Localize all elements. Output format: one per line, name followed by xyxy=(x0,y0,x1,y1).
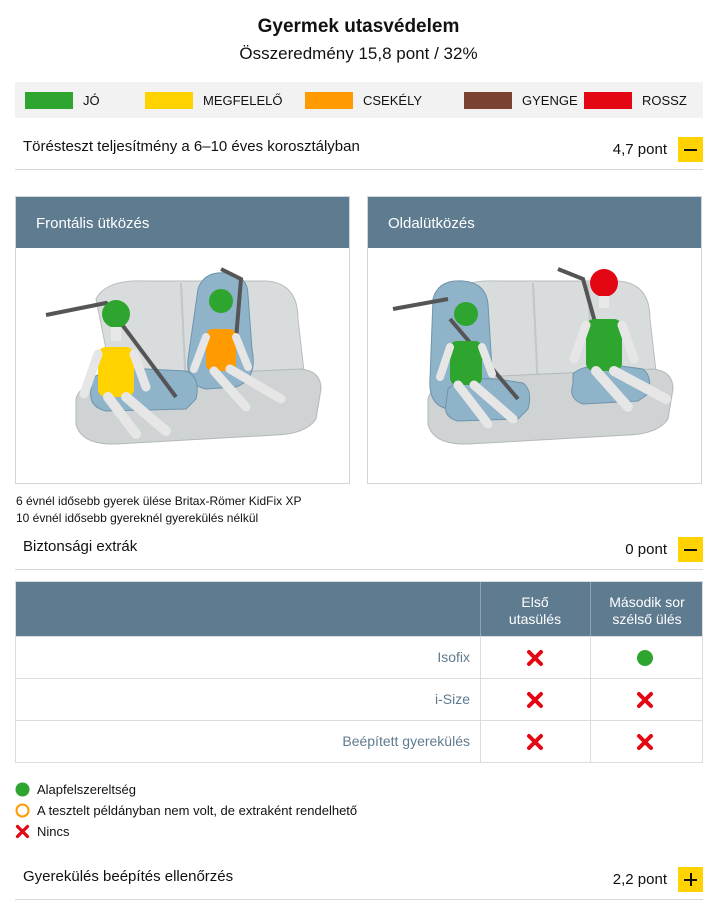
legend-swatch-marginal xyxy=(305,92,353,109)
legend-label: CSEKÉLY xyxy=(363,93,423,108)
cross-icon xyxy=(526,649,544,667)
crash-section-header[interactable] xyxy=(15,128,703,170)
legend-item-poor xyxy=(584,92,687,109)
collapse-button[interactable] xyxy=(678,137,703,162)
legend-label: ROSSZ xyxy=(642,93,687,108)
table-row xyxy=(16,636,702,678)
legend-item-weak xyxy=(464,92,578,109)
cell-divider xyxy=(590,679,591,721)
page-title: Gyermek utasvédelem xyxy=(257,16,460,37)
table-row xyxy=(16,678,702,720)
cross-icon xyxy=(15,824,30,839)
column-header-line: Második sor xyxy=(609,594,685,610)
legend-optional xyxy=(15,803,357,818)
table-row xyxy=(16,720,702,762)
safety-section-header[interactable] xyxy=(15,528,703,570)
seat-note: 6 évnél idősebb gyerek ülése Britax-Römer KidFix XP xyxy=(16,494,302,508)
legend-item-good xyxy=(25,92,100,109)
cross-icon xyxy=(636,733,654,751)
section-title: Törésteszt teljesítmény a 6–10 éves korosztályban xyxy=(23,138,360,155)
table-header xyxy=(16,582,702,636)
plus-icon-vertical xyxy=(690,873,692,886)
seat-illustration-frontal xyxy=(36,259,331,454)
rating-legend xyxy=(15,82,703,118)
cell-divider xyxy=(480,721,481,763)
column-header-line: utasülés xyxy=(508,611,562,627)
legend-swatch-weak xyxy=(464,92,512,109)
seat-note: 10 évnél idősebb gyereknél gyerekülés nélkül xyxy=(16,511,259,525)
row-label: i-Size xyxy=(434,691,470,707)
section-title: Gyerekülés beépítés ellenőrzés xyxy=(23,868,234,885)
seat-illustration-side xyxy=(388,259,683,454)
legend-label: JÓ xyxy=(83,93,100,108)
legend-text: Nincs xyxy=(37,824,70,839)
legend-label: MEGFELELŐ xyxy=(203,93,283,108)
install-section-header[interactable] xyxy=(15,858,703,900)
frontal-crash-panel xyxy=(15,196,350,484)
legend-none xyxy=(15,824,70,839)
panel-title: Frontális ütközés xyxy=(16,197,349,248)
row-label: Isofix xyxy=(437,649,470,665)
legend-label: GYENGE xyxy=(522,93,578,108)
side-crash-panel xyxy=(367,196,702,484)
legend-item-adequate xyxy=(145,92,282,109)
column-header-line: Első xyxy=(521,594,549,610)
legend-text: A tesztelt példányban nem volt, de extraként rendelhető xyxy=(37,803,358,818)
legend-swatch-adequate xyxy=(145,92,193,109)
filled-circle-icon xyxy=(15,782,30,797)
cell-divider xyxy=(480,637,481,679)
collapse-button[interactable] xyxy=(678,537,703,562)
legend-item-marginal xyxy=(305,92,422,109)
cell-divider xyxy=(590,637,591,679)
legend-swatch-good xyxy=(25,92,73,109)
section-points: 2,2 pont xyxy=(612,871,667,888)
filled-circle-icon xyxy=(636,649,654,667)
cross-icon xyxy=(526,691,544,709)
minus-icon xyxy=(684,149,697,151)
column-header-rear xyxy=(590,594,704,628)
section-points: 4,7 pont xyxy=(612,141,667,158)
section-points: 0 pont xyxy=(625,541,667,558)
column-header-front xyxy=(480,594,590,628)
section-title: Biztonsági extrák xyxy=(23,538,138,555)
cell-divider xyxy=(480,679,481,721)
legend-text: Alapfelszereltség xyxy=(37,782,136,797)
cross-icon xyxy=(636,691,654,709)
expand-button[interactable] xyxy=(678,867,703,892)
cross-icon xyxy=(526,733,544,751)
equipment-table xyxy=(15,581,703,763)
hollow-circle-icon xyxy=(15,803,30,818)
cell-divider xyxy=(590,721,591,763)
legend-standard xyxy=(15,782,136,797)
minus-icon xyxy=(684,549,697,551)
column-header-line: szélső ülés xyxy=(612,611,682,627)
legend-swatch-poor xyxy=(584,92,632,109)
row-label: Beépített gyerekülés xyxy=(342,733,470,749)
overall-score: Összeredmény 15,8 pont / 32% xyxy=(239,44,478,63)
panel-title: Oldalütközés xyxy=(368,197,701,248)
